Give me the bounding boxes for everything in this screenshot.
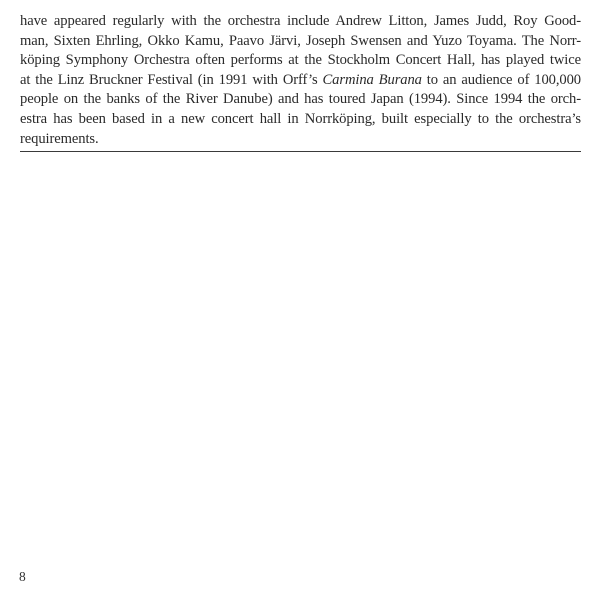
horizontal-rule: [20, 151, 581, 152]
text-line-4-before: at the Linz Bruckner Festival (in 1991 with Orff’s: [20, 71, 323, 88]
text-line-2: man, Sixten Ehrling, Okko Kamu, Paavo Järvi, Joseph Swensen and Yuzo Toyama. The Norr-: [20, 32, 581, 49]
text-line-4: [20, 71, 581, 91]
text-line-6: estra has been based in a new concert hall in Norrköping, built especially to the orchestra’s: [20, 110, 581, 127]
work-title: Carmina Burana: [322, 71, 422, 88]
page-number: 8: [19, 569, 26, 584]
text-line-1: have appeared regularly with the orchestra include Andrew Litton, James Judd, Roy Good-: [20, 13, 581, 29]
body-paragraph: [20, 12, 581, 149]
text-line-7: requirements.: [20, 130, 99, 147]
text-line-3: köping Symphony Orchestra often performs at the Stockholm Concert Hall, has played twice: [20, 52, 581, 69]
text-line-5: people on the banks of the River Danube) and has toured Japan (1994). Since 1994 the orch-: [20, 91, 581, 108]
text-line-4-after: to an audience of 100,000: [421, 71, 581, 88]
